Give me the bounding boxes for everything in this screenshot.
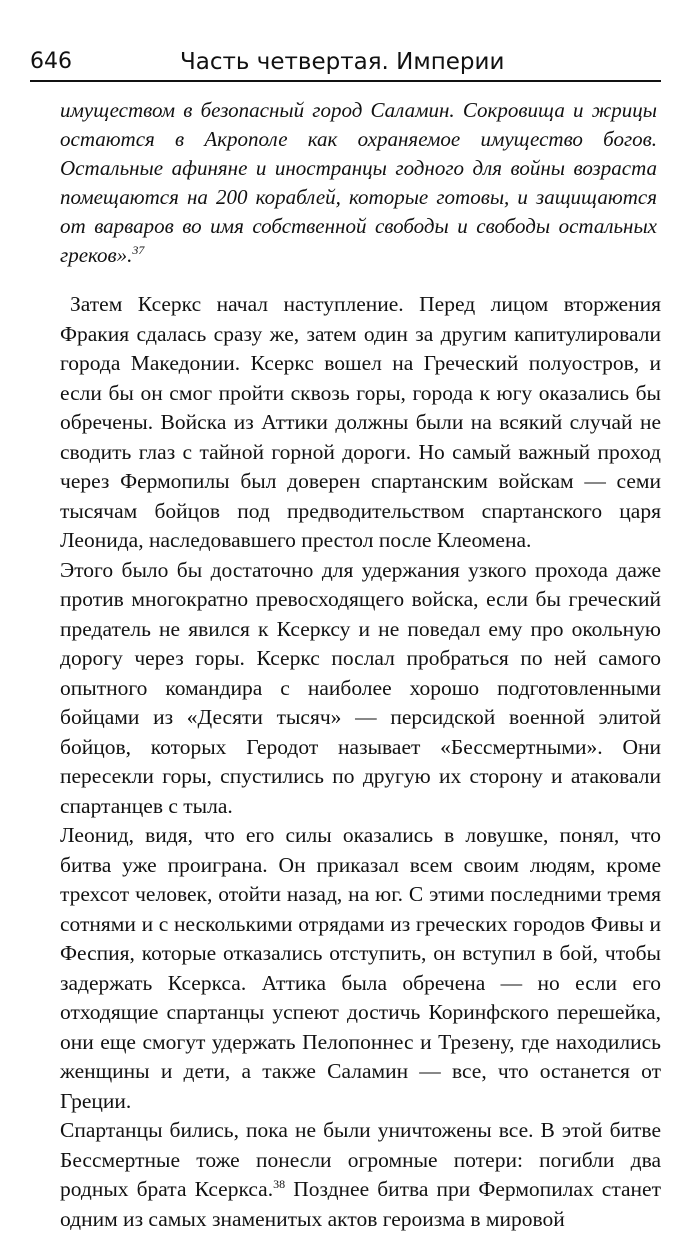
paragraph-text-continued: Позднее битва при Фермопилах станет одним из самых знаменитых актов героизма в мировой: [60, 1177, 661, 1231]
paragraph-text: Спартанцы бились, пока не были уничтожены все. В этой битве Бессмертные тоже понесли огромные потери: погибли два родных брата Ксеркса.: [60, 1118, 661, 1201]
quote-paragraph: [60, 96, 657, 270]
paragraph-text: Леонид, видя, что его силы оказались в ловушке, понял, что битва уже проиграна. Он приказал всем своим людям, кроме трехсот человек, отойти назад, на юг. С этими последними тремя сотнями и с несколькими отрядами из греческих городов Фивы и Феспия, которые отказались отступить, он вступил в бой, чтобы задержать Ксеркса. Аттика была обречена — но если его отходящие спартанцы успеют достичь Коринфского перешейка, они еще смогут удержать Пелопоннес и Трезену, где находились женщины и дети, а также Саламин — все, что останется от Греции.: [60, 823, 661, 1113]
body-text: [60, 290, 661, 1234]
paragraph: [60, 821, 661, 1116]
paragraph: [60, 290, 661, 556]
block-quote: [60, 96, 657, 270]
footnote-ref: 38: [273, 1176, 286, 1191]
quote-text: имуществом в безопасный город Саламин. Сокровища и жрицы остаются в Акрополе как охраняемое имущество богов. Остальные афиняне и иностранцы годного для войны возраста помещаются на 200 кораблей, которые готовы, и защищаются от варваров во имя собственной свободы и свободы остальных греков».: [60, 98, 657, 267]
footnote-ref: 37: [132, 243, 145, 257]
running-title: Часть четвертая. Империи: [180, 49, 505, 75]
page-header: [30, 42, 661, 82]
paragraph: [60, 1116, 661, 1234]
paragraph: [60, 556, 661, 822]
paragraph-text: Затем Ксеркс начал наступление. Перед лицом вторжения Фракия сдалась сразу же, затем один за другим капитулировали города Македонии. Ксеркс вошел на Греческий полуостров, и если бы он смог пройти сквозь горы, города к югу оказались бы обречены. Войска из Аттики должны были на всякий случай не сводить глаз с тайной горной дороги. Но самый важный проход через Фермопилы был доверен спартанским войскам — семи тысячам бойцов под предводительством спартанского царя Леонида, наследовавшего престол после Клеомена.: [60, 292, 661, 552]
page-number: 646: [30, 49, 72, 74]
paragraph-text: Этого было бы достаточно для удержания узкого прохода даже против многократно превосходящего войска, если бы греческий предатель не явился к Ксерксу и не поведал ему про окольную дорогу через горы. Ксеркс послал пробраться по ней самого опытного командира с наиболее хорошо подготовленными бойцами из «Десяти тысяч» — персидской военной элитой бойцов, которых Геродот называет «Бессмертными». Они пересекли горы, спустились по другую их сторону и атаковали спартанцев с тыла.: [60, 557, 661, 818]
